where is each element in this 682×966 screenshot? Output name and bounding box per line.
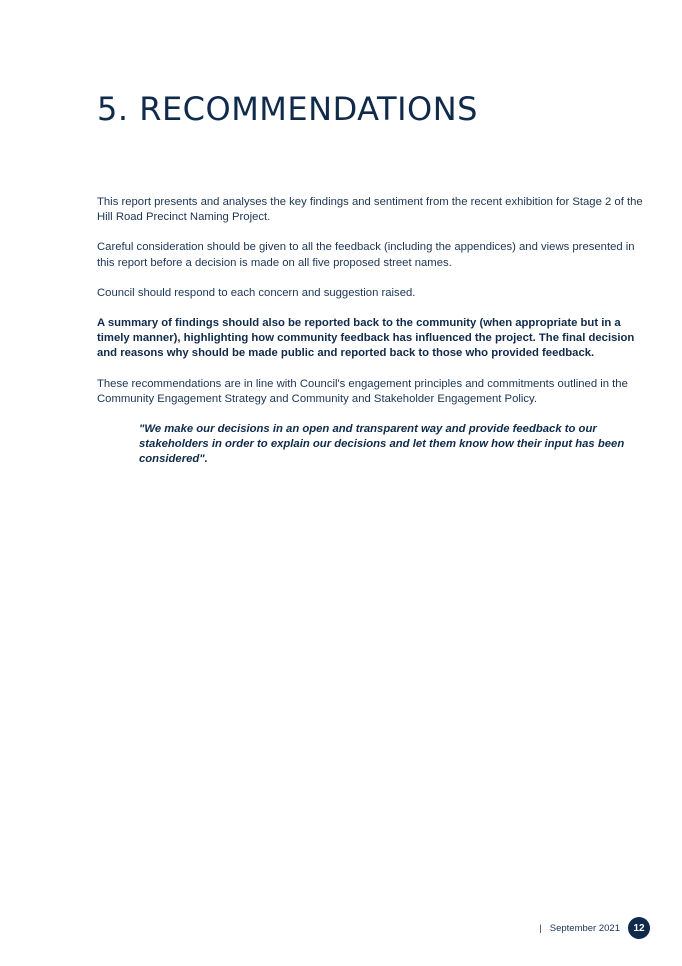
page-footer xyxy=(539,917,650,939)
paragraph-intro: This report presents and analyses the key findings and sentiment from the recent exhibition for Stage 2 of the Hill Road Precinct Naming Project. xyxy=(97,196,643,224)
page-number-badge: 12 xyxy=(628,917,650,939)
paragraph-summary-findings: A summary of findings should also be reported back to the community (when appropriate but in a timely manner), highlighting how community feedback has influenced the project. The final decision and reasons why should be made public and reported back to those who provided feedback. xyxy=(97,317,635,360)
quote-block: "We make our decisions in an open and transparent way and provide feedback to our stakeholders in order to explain our decisions and let them know how their input has been considered". xyxy=(139,423,625,466)
page-title: 5. RECOMMENDATIONS xyxy=(97,90,478,128)
paragraph-respond: Council should respond to each concern and suggestion raised. xyxy=(97,286,416,299)
body-text xyxy=(97,195,645,468)
paragraph-engagement-principles: These recommendations are in line with Council's engagement principles and commitments outlined in the Community Engagement Strategy and Community and Stakeholder Engagement Policy. xyxy=(97,377,628,405)
paragraph-consideration: Careful consideration should be given to all the feedback (including the appendices) and views presented in this report before a decision is made on all five proposed street names. xyxy=(97,241,635,269)
footer-divider: | xyxy=(539,922,542,934)
footer-date: September 2021 xyxy=(549,922,620,934)
